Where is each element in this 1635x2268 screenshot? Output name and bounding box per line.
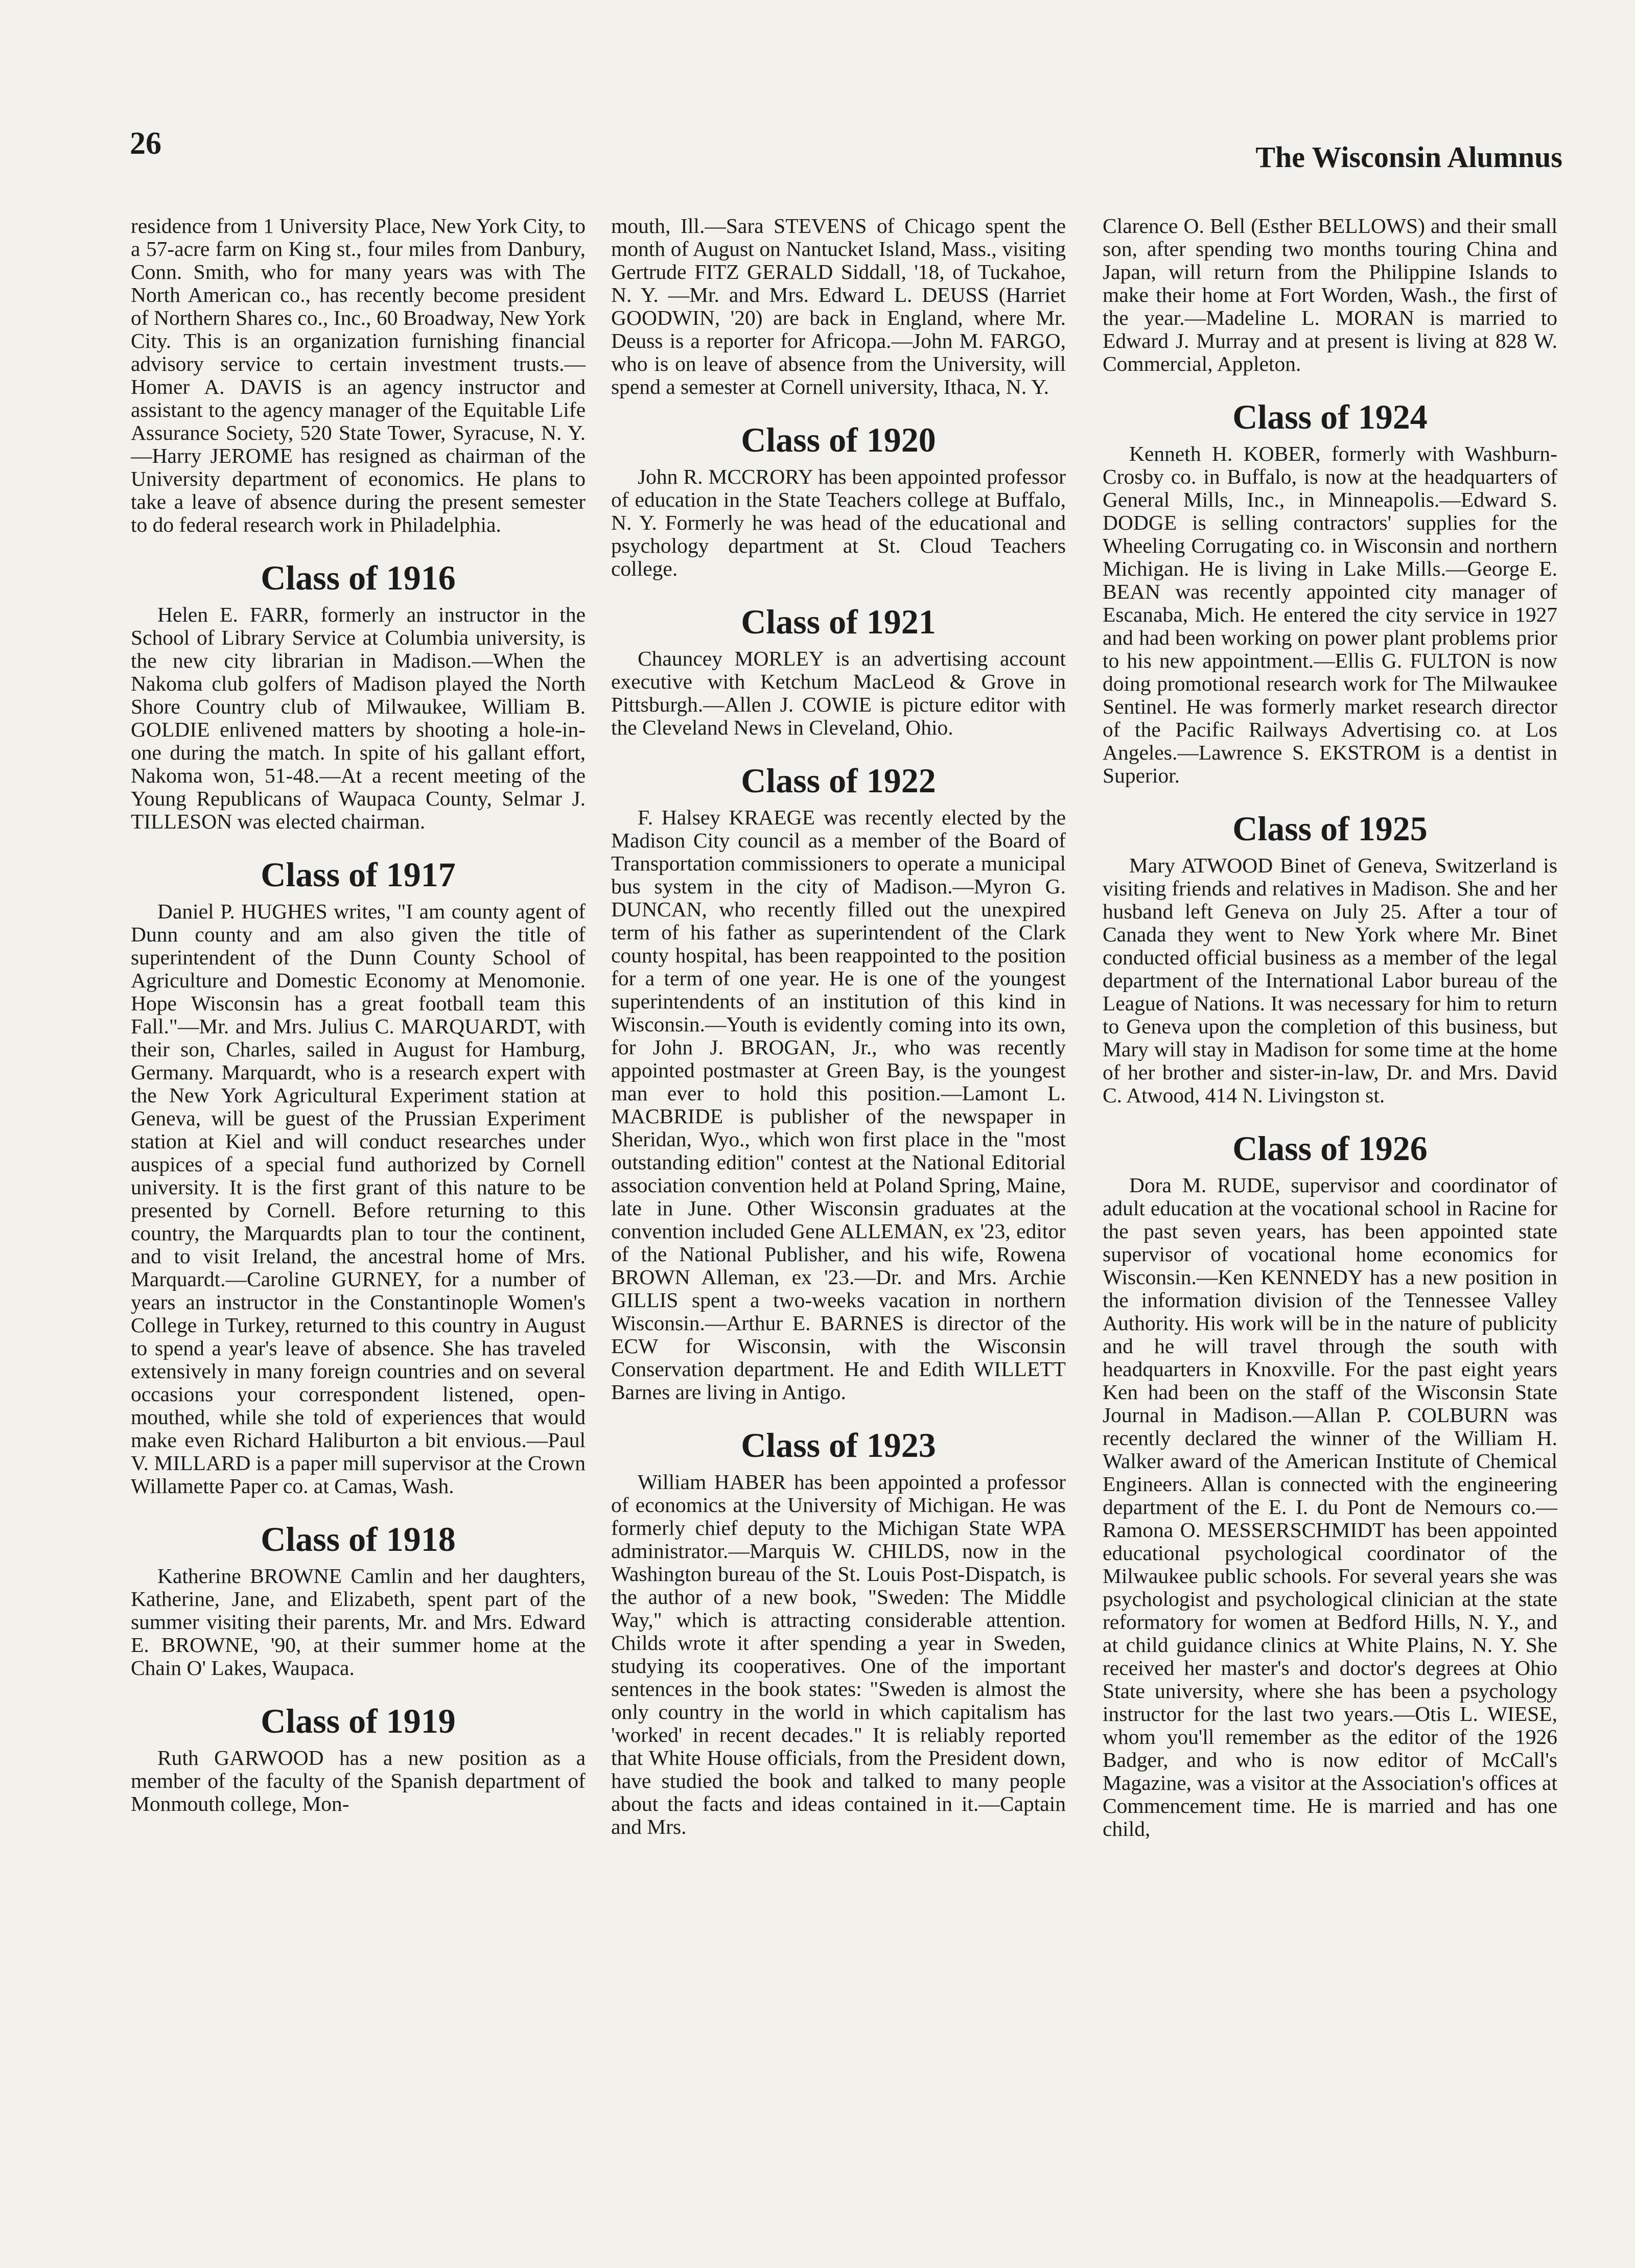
class-heading-1923: Class of 1923 <box>741 1426 936 1465</box>
column-1 <box>131 215 586 1818</box>
body-paragraph: F. Halsey KRAEGE was recently elected by the Madison City council as a member of the Board of Transportation commissioners to operate a municipal bus system in the city of Madison.—Myron G. DUNCAN, who recently filled out the unexpired term of his father as superintendent of the Clark county hospital, has been reappointed to the position for a term of one year. He is one of the youngest superintendents of an institution of this kind in Wisconsin.—Youth is evidently coming into its own, for John J. BROGAN, Jr., who was recently appointed postmaster at Green Bay, is the youngest man ever to hold this position.—Lamont L. MACBRIDE is publisher of the newspaper in Sheridan, Wyo., which won first place in the "most outstanding edition" contest at the National Editorial association convention held at Poland Spring, Maine, late in June. Other Wisconsin graduates at the convention included Gene ALLEMAN, ex '23, editor of the National Publisher, and his wife, Rowena BROWN Alleman, ex '23.—Dr. and Mrs. Archie GILLIS spent a two-weeks vacation in northern Wisconsin.—Arthur E. BARNES is director of the ECW for Wisconsin, with the Wisconsin Conservation department. He and Edith WILLETT Barnes are living in Antigo. <box>611 805 1066 1404</box>
body-paragraph: Kenneth H. KOBER, formerly with Washburn-Crosby co. in Buffalo, is now at the headquarters of General Mills, Inc., in Minneapolis.—Edward S. DODGE is selling contractors' supplies for the Wheeling Corrugating co. in Wisconsin and northern Michigan. He is living in Lake Mills.—George E. BEAN was recently appointed city manager of Escanaba, Mich. He entered the city service in 1927 and had been working on power plant problems prior to his new appointment.—Ellis G. FULTON is now doing promotional research work for The Milwaukee Sentinel. He was formerly market research director of the Pacific Railways Advertising co. at Los Angeles.—Lawrence S. EKSTROM is a dentist in Superior. <box>1103 441 1557 788</box>
class-heading-1920: Class of 1920 <box>741 420 936 460</box>
running-head: The Wisconsin Alumnus <box>1255 140 1562 174</box>
body-paragraph: Mary ATWOOD Binet of Geneva, Switzerland is visiting friends and relatives in Madison. She and her husband left Geneva on July 25. After a tour of Canada they went to New York where Mr. Binet conducted official business as a member of the legal department of the International Labor bureau of the League of Nations. It was necessary for him to return to Geneva upon the completion of this business, but Mary will stay in Madison for some time at the home of her brother and sister-in-law, Dr. and Mrs. David C. Atwood, 414 N. Livingston st. <box>1103 853 1557 1107</box>
body-paragraph: Clarence O. Bell (Esther BELLOWS) and their small son, after spending two months touring China and Japan, will return from the Philippine Islands to make their home at Fort Worden, Wash., the first of the year.—Madeline L. MORAN is married to Edward J. Murray and at present is living at 828 W. Commercial, Appleton. <box>1103 214 1557 376</box>
class-heading-1917: Class of 1917 <box>261 855 456 894</box>
class-heading-1922: Class of 1922 <box>741 761 936 800</box>
body-paragraph: Helen E. FARR, formerly an instructor in the School of Library Service at Columbia university, is the new city librarian in Madison.—When the Nakoma club golfers of Madison played the North Shore Country club of Milwaukee, William B. GOLDIE enlivened matters by shooting a hole-in-one during the match. In spite of his gallant effort, Nakoma won, 51-48.—At a recent meeting of the Young Republicans of Waupaca County, Selmar J. TILLESON was elected chairman. <box>131 603 586 834</box>
class-heading-1918: Class of 1918 <box>261 1520 456 1559</box>
body-paragraph: William HABER has been appointed a professor of economics at the University of Michigan. He was formerly chief deputy to the Michigan State WPA administrator.—Marquis W. CHILDS, now in the Washington bureau of the St. Louis Post-Dispatch, is the author of a new book, "Sweden: The Middle Way," which is attracting considerable attention. Childs wrote it after spending a year in Sweden, studying its cooperatives. One of the important sentences in the book states: "Sweden is almost the only country in the world in which capitalism has 'worked' in recent decades." It is reliably reported that White House officials, from the President down, have studied the book and talked to many people about the facts and ideas contained in it.—Captain and Mrs. <box>611 1470 1066 1839</box>
body-paragraph: residence from 1 University Place, New York City, to a 57-acre farm on King st., four miles from Danbury, Conn. Smith, who for many years was with The North American co., has recently become president of Northern Shares co., Inc., 60 Broadway, New York City. This is an organization furnishing financial advisory service to certain investment trusts.—Homer A. DAVIS is an agency instructor and assistant to the agency manager of the Equitable Life Assurance Society, 520 State Tower, Syracuse, N. Y.—Harry JEROME has resigned as chairman of the University department of economics. He plans to take a leave of absence during the present semester to do federal research work in Philadelphia. <box>131 214 586 537</box>
class-heading-1921: Class of 1921 <box>741 602 936 641</box>
body-paragraph: Dora M. RUDE, supervisor and coordinator of adult education at the vocational school in Racine for the past seven years, has been appointed state supervisor of vocational home economics for Wisconsin.—Ken KENNEDY has a new position in the information division of the Tennessee Valley Authority. His work will be in the nature of publicity and he will travel through the south with headquarters in Knoxville. For the past eight years Ken had been on the staff of the Wisconsin State Journal in Madison.—Allan P. COLBURN was recently declared the winner of the William H. Walker award of the American Institute of Chemical Engineers. Allan is connected with the engineering department of the E. I. du Pont de Nemours co.—Ramona O. MESSERSCHMIDT has been appointed educational psychological coordinator of the Milwaukee public schools. For several years she was psychologist and psychological clinician at the state reformatory for women at Bedford Hills, N. Y., and at child guidance clinics at White Plains, N. Y. She received her master's and doctor's degrees at Ohio State university, where she has been a psychology instructor for the last two years.—Otis L. WIESE, whom you'll remember as the editor of the 1926 Badger, and who is now editor of McCall's Magazine, was a visitor at the Association's offices at Commencement time. He is married and has one child, <box>1103 1173 1557 1841</box>
class-heading-1916: Class of 1916 <box>261 558 456 598</box>
body-paragraph: Katherine BROWNE Camlin and her daughters, Katherine, Jane, and Elizabeth, spent part of the summer visiting their parents, Mr. and Mrs. Edward E. BROWNE, '90, at their summer home at the Chain O' Lakes, Waupaca. <box>131 1564 586 1680</box>
body-paragraph: mouth, Ill.—Sara STEVENS of Chicago spent the month of August on Nantucket Island, Mass., visiting Gertrude FITZ GERALD Siddall, '18, of Tuckahoe, N. Y. —Mr. and Mrs. Edward L. DEUSS (Harriet GOODWIN, '20) are back in England, where Mr. Deuss is a reporter for Africopa.—John M. FARGO, who is on leave of absence from the University, will spend a semester at Cornell university, Ithaca, N. Y. <box>611 214 1066 399</box>
body-paragraph: Ruth GARWOOD has a new position as a member of the faculty of the Spanish department of Monmouth college, Mon- <box>131 1746 586 1816</box>
page-number: 26 <box>130 126 161 161</box>
class-heading-1925: Class of 1925 <box>1232 809 1428 848</box>
class-heading-1924: Class of 1924 <box>1232 397 1428 437</box>
column-2 <box>611 215 1066 1841</box>
class-heading-1919: Class of 1919 <box>261 1702 456 1741</box>
body-paragraph: John R. MCCRORY has been appointed professor of education in the State Teachers college at Buffalo, N. Y. Formerly he was head of the educational and psychology department at St. Cloud Teachers college. <box>611 464 1066 580</box>
column-3 <box>1103 215 1557 1844</box>
body-paragraph: Chauncey MORLEY is an advertising account executive with Ketchum MacLeod & Grove in Pittsburgh.—Allen J. COWIE is picture editor with the Cleveland News in Cleveland, Ohio. <box>611 646 1066 739</box>
body-paragraph: Daniel P. HUGHES writes, "I am county agent of Dunn county and am also given the title of superintendent of the Dunn County School of Agriculture and Domestic Economy at Menomonie. Hope Wisconsin has a great football team this Fall."—Mr. and Mrs. Julius C. MARQUARDT, with their son, Charles, sailed in August for Hamburg, Germany. Marquardt, who is a research expert with the New York Agricultural Experiment station at Geneva, will be guest of the Prussian Experiment station at Kiel and will conduct researches under auspices of a special fund authorized by Cornell university. It is the first grant of this nature to be presented by Cornell. Before returning to this country, the Marquardts plan to tour the continent, and to visit Ireland, the ancestral home of Mrs. Marquardt.—Caroline GURNEY, for a number of years an instructor in the Constantinople Women's College in Turkey, returned to this country in August to spend a year's leave of absence. She has traveled extensively in many foreign countries and on several occasions your correspondent listened, open-mouthed, while she told of experiences that would make even Richard Haliburton a bit envious.—Paul V. MILLARD is a paper mill supervisor at the Crown Willamette Paper co. at Camas, Wash. <box>131 899 586 1498</box>
class-heading-1926: Class of 1926 <box>1232 1129 1428 1168</box>
